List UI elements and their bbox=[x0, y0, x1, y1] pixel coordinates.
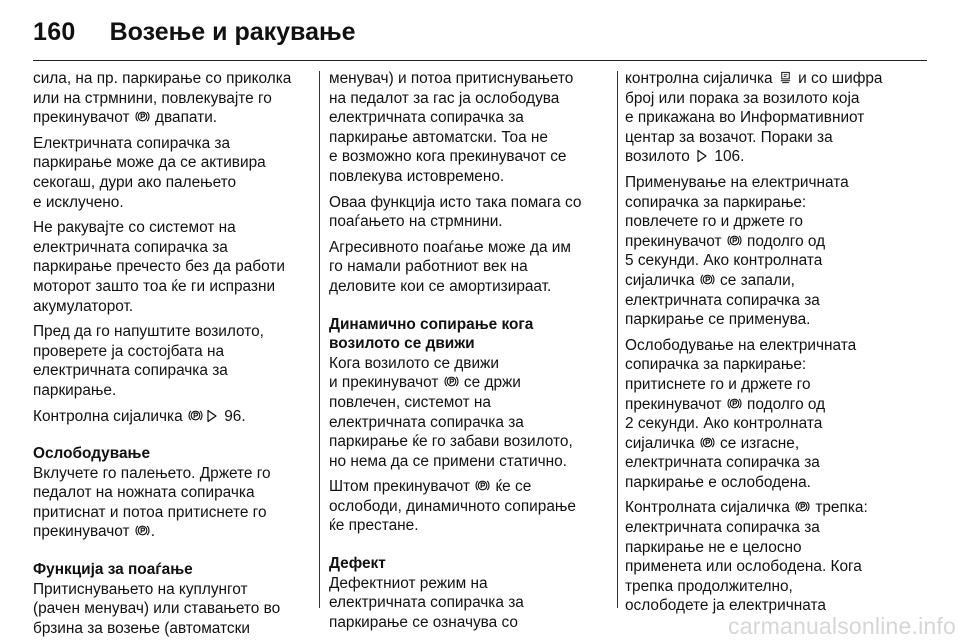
text-line: брзина за возење (автоматски bbox=[33, 619, 250, 637]
text-line: повлечен, системот на bbox=[329, 393, 491, 411]
text-line: сила, на пр. паркирање со приколка bbox=[33, 70, 292, 87]
text-line: Дефектниот режим на bbox=[329, 574, 488, 592]
text-line: е исклучено. bbox=[33, 193, 124, 211]
chapter-title: Возење и ракување bbox=[109, 17, 356, 46]
paragraph bbox=[33, 134, 308, 212]
text-line: но нема да се примени статично. bbox=[329, 452, 567, 470]
paragraph bbox=[329, 69, 609, 187]
section-heading: Динамично сопирање кога bbox=[329, 315, 534, 333]
text-line: број или порака за возилото која bbox=[625, 89, 860, 107]
service-icon bbox=[778, 70, 793, 85]
paragraph bbox=[625, 498, 925, 616]
text-line bbox=[625, 498, 925, 518]
text-line: притиснете го и држете го bbox=[625, 375, 811, 393]
text-fragment: 106. bbox=[710, 148, 745, 166]
text-line bbox=[625, 69, 925, 89]
text-line: електричната сопирачка за bbox=[329, 109, 524, 127]
section-heading: возилото се движи bbox=[329, 335, 475, 353]
page-reference-icon bbox=[696, 149, 708, 163]
text-fragment: трепка: bbox=[811, 499, 868, 517]
text-line bbox=[625, 434, 925, 454]
text-line: Не ракувајте со системот на bbox=[33, 219, 236, 237]
text-fragment: се изгасне, bbox=[715, 434, 800, 452]
text-line: паркирање не е целосно bbox=[625, 538, 802, 556]
text-line: на педалот за гас ја ослободува bbox=[329, 89, 560, 107]
watermark: carmanualsonline.info bbox=[728, 613, 956, 639]
section-heading: Функција за поаѓање bbox=[33, 561, 193, 579]
text-line: паркирање пречесто без да работи bbox=[33, 258, 285, 276]
section-heading: Ослободување bbox=[33, 445, 151, 463]
text-line: Притиснувањето на куплунгот bbox=[33, 580, 248, 598]
header-rule bbox=[33, 60, 927, 61]
page-reference-icon bbox=[206, 409, 218, 423]
text-line: центар за возачот. Пораки за bbox=[625, 128, 833, 146]
paragraph bbox=[625, 173, 925, 330]
column-2 bbox=[329, 69, 609, 638]
text-line: или на стрмнини, повлекувајте го bbox=[33, 89, 272, 107]
text-line: електричната сопирачка за bbox=[625, 454, 820, 472]
text-line: повлекува истовремено. bbox=[329, 167, 505, 185]
paragraph bbox=[33, 218, 308, 316]
text-fragment: ќе се bbox=[491, 478, 532, 496]
text-line: 2 секунди. Ако контролната bbox=[625, 415, 823, 433]
text-fragment: Штом прекинувачот bbox=[329, 478, 475, 496]
text-line: поаѓањето на стрмнини. bbox=[329, 213, 503, 231]
text-fragment: Контролна сијаличка bbox=[33, 407, 187, 425]
text-line bbox=[329, 477, 609, 497]
text-line: ослободете ја електричната bbox=[625, 597, 826, 615]
text-line: паркирање се означува со bbox=[329, 613, 518, 631]
text-line: паркирање ќе го забави возилото, bbox=[329, 433, 573, 451]
text-line: електричната сопирачка за bbox=[625, 519, 820, 537]
text-line: применета или ослободена. Кога bbox=[625, 558, 862, 576]
text-line bbox=[625, 147, 925, 167]
text-line: го намали работниот век на bbox=[329, 258, 528, 276]
column-divider bbox=[617, 71, 618, 608]
parking-brake-icon bbox=[475, 478, 490, 493]
text-line bbox=[329, 373, 609, 393]
text-fragment: прекинувачот bbox=[625, 395, 726, 413]
column-1 bbox=[33, 69, 308, 642]
text-line: сопирачка за паркирање: bbox=[625, 193, 807, 211]
paragraph bbox=[329, 477, 609, 536]
text-line: 5 секунди. Ако контролната bbox=[625, 252, 823, 270]
text-line: притиснат и потоа притиснете го bbox=[33, 503, 267, 521]
text-line: електричната сопирачка за bbox=[33, 362, 228, 380]
text-fragment: двапати. bbox=[150, 109, 218, 127]
section-heading: Дефект bbox=[329, 555, 386, 573]
text-line: е прикажана во Информативниот bbox=[625, 109, 865, 127]
text-line: акумулаторот. bbox=[33, 297, 134, 315]
text-fragment: прекинувачот bbox=[33, 109, 134, 127]
paragraph bbox=[329, 193, 609, 232]
text-line: електричната сопирачка за bbox=[329, 413, 524, 431]
parking-brake-icon bbox=[444, 374, 459, 389]
parking-brake-icon bbox=[727, 233, 742, 248]
paragraph bbox=[33, 322, 308, 400]
text-fragment: и со шифра bbox=[793, 70, 883, 87]
parking-brake-icon bbox=[135, 523, 150, 538]
text-line: ќе престане. bbox=[329, 517, 419, 535]
text-fragment: прекинувачот bbox=[625, 232, 726, 250]
text-line bbox=[33, 407, 308, 427]
paragraph bbox=[625, 69, 925, 167]
text-line: електричната сопирачка за bbox=[625, 291, 820, 309]
text-fragment: подолго од bbox=[742, 395, 826, 413]
text-fragment: . bbox=[150, 523, 156, 541]
text-fragment: се држи bbox=[459, 374, 521, 392]
text-line bbox=[625, 271, 925, 291]
text-line: секогаш, дури ако палењето bbox=[33, 173, 237, 191]
text-line: паркирање е ослободена. bbox=[625, 473, 811, 491]
section-release bbox=[33, 444, 308, 542]
text-line bbox=[625, 395, 925, 415]
paragraph bbox=[33, 69, 308, 128]
paragraph bbox=[33, 407, 308, 427]
parking-brake-icon bbox=[727, 396, 742, 411]
parking-brake-icon bbox=[700, 435, 715, 450]
text-line: електричната сопирачка за bbox=[329, 594, 524, 612]
paragraph bbox=[329, 238, 609, 297]
text-line bbox=[625, 232, 925, 252]
text-line: паркирање. bbox=[33, 381, 117, 399]
text-line: Ослободување на електричната bbox=[625, 336, 857, 354]
text-fragment: сијаличка bbox=[625, 271, 699, 289]
text-line: педалот на ножната сопирачка bbox=[33, 484, 255, 502]
text-line bbox=[33, 108, 308, 128]
parking-brake-icon bbox=[795, 499, 810, 514]
parking-brake-icon bbox=[188, 408, 203, 423]
page-header bbox=[33, 12, 356, 52]
text-line: ослободи, динамичното сопирање bbox=[329, 497, 576, 515]
text-line: (рачен менувач) или ставањето во bbox=[33, 600, 281, 618]
text-line: моторот зашто тоа ќе ги испразни bbox=[33, 277, 276, 295]
text-fragment: и прекинувачот bbox=[329, 374, 443, 392]
text-line: Применување на електричната bbox=[625, 173, 849, 191]
text-line: Кога возилото се движи bbox=[329, 354, 499, 372]
text-line: е возможно кога прекинувачот се bbox=[329, 148, 567, 166]
text-line: Оваа функција исто така помага со bbox=[329, 193, 582, 211]
text-fragment: подолго од bbox=[742, 232, 826, 250]
column-divider bbox=[319, 71, 320, 608]
text-line bbox=[33, 522, 308, 542]
text-line: паркирање автоматски. Тоа не bbox=[329, 128, 548, 146]
text-fragment: контролна сијаличка bbox=[625, 70, 777, 87]
text-line: паркирање може да се активира bbox=[33, 154, 266, 172]
text-line: Пред да го напуштите возилото, bbox=[33, 323, 264, 341]
column-3 bbox=[625, 69, 925, 622]
paragraph bbox=[625, 336, 925, 493]
text-fragment: се запали, bbox=[715, 271, 795, 289]
text-line: сопирачка за паркирање: bbox=[625, 356, 807, 374]
text-line: повлечете го и држете го bbox=[625, 213, 803, 231]
text-fragment: сијаличка bbox=[625, 434, 699, 452]
text-line: менувач) и потоа притиснувањето bbox=[329, 70, 574, 87]
text-fragment: возилото bbox=[625, 148, 695, 166]
parking-brake-icon bbox=[700, 272, 715, 287]
text-fragment: Контролната сијаличка bbox=[625, 499, 795, 517]
text-line: електричната сопирачка за bbox=[33, 238, 228, 256]
text-fragment: 96. bbox=[219, 407, 246, 425]
text-fragment: прекинувачот bbox=[33, 523, 134, 541]
text-line: деловите кои се амортизираат. bbox=[329, 277, 552, 295]
section-fault bbox=[329, 554, 609, 632]
text-line: трепка продолжително, bbox=[625, 577, 793, 595]
text-line: Агресивното поаѓање може да им bbox=[329, 238, 571, 256]
text-line: Електричната сопирачка за bbox=[33, 134, 231, 152]
parking-brake-icon bbox=[135, 109, 150, 124]
text-line: паркирање се применува. bbox=[625, 311, 811, 329]
text-line: Вклучете го палењето. Држете го bbox=[33, 464, 271, 482]
section-dynamic-braking bbox=[329, 315, 609, 472]
section-drive-away bbox=[33, 560, 308, 638]
text-line: проверете ја состојбата на bbox=[33, 342, 225, 360]
page-number: 160 bbox=[33, 17, 76, 46]
